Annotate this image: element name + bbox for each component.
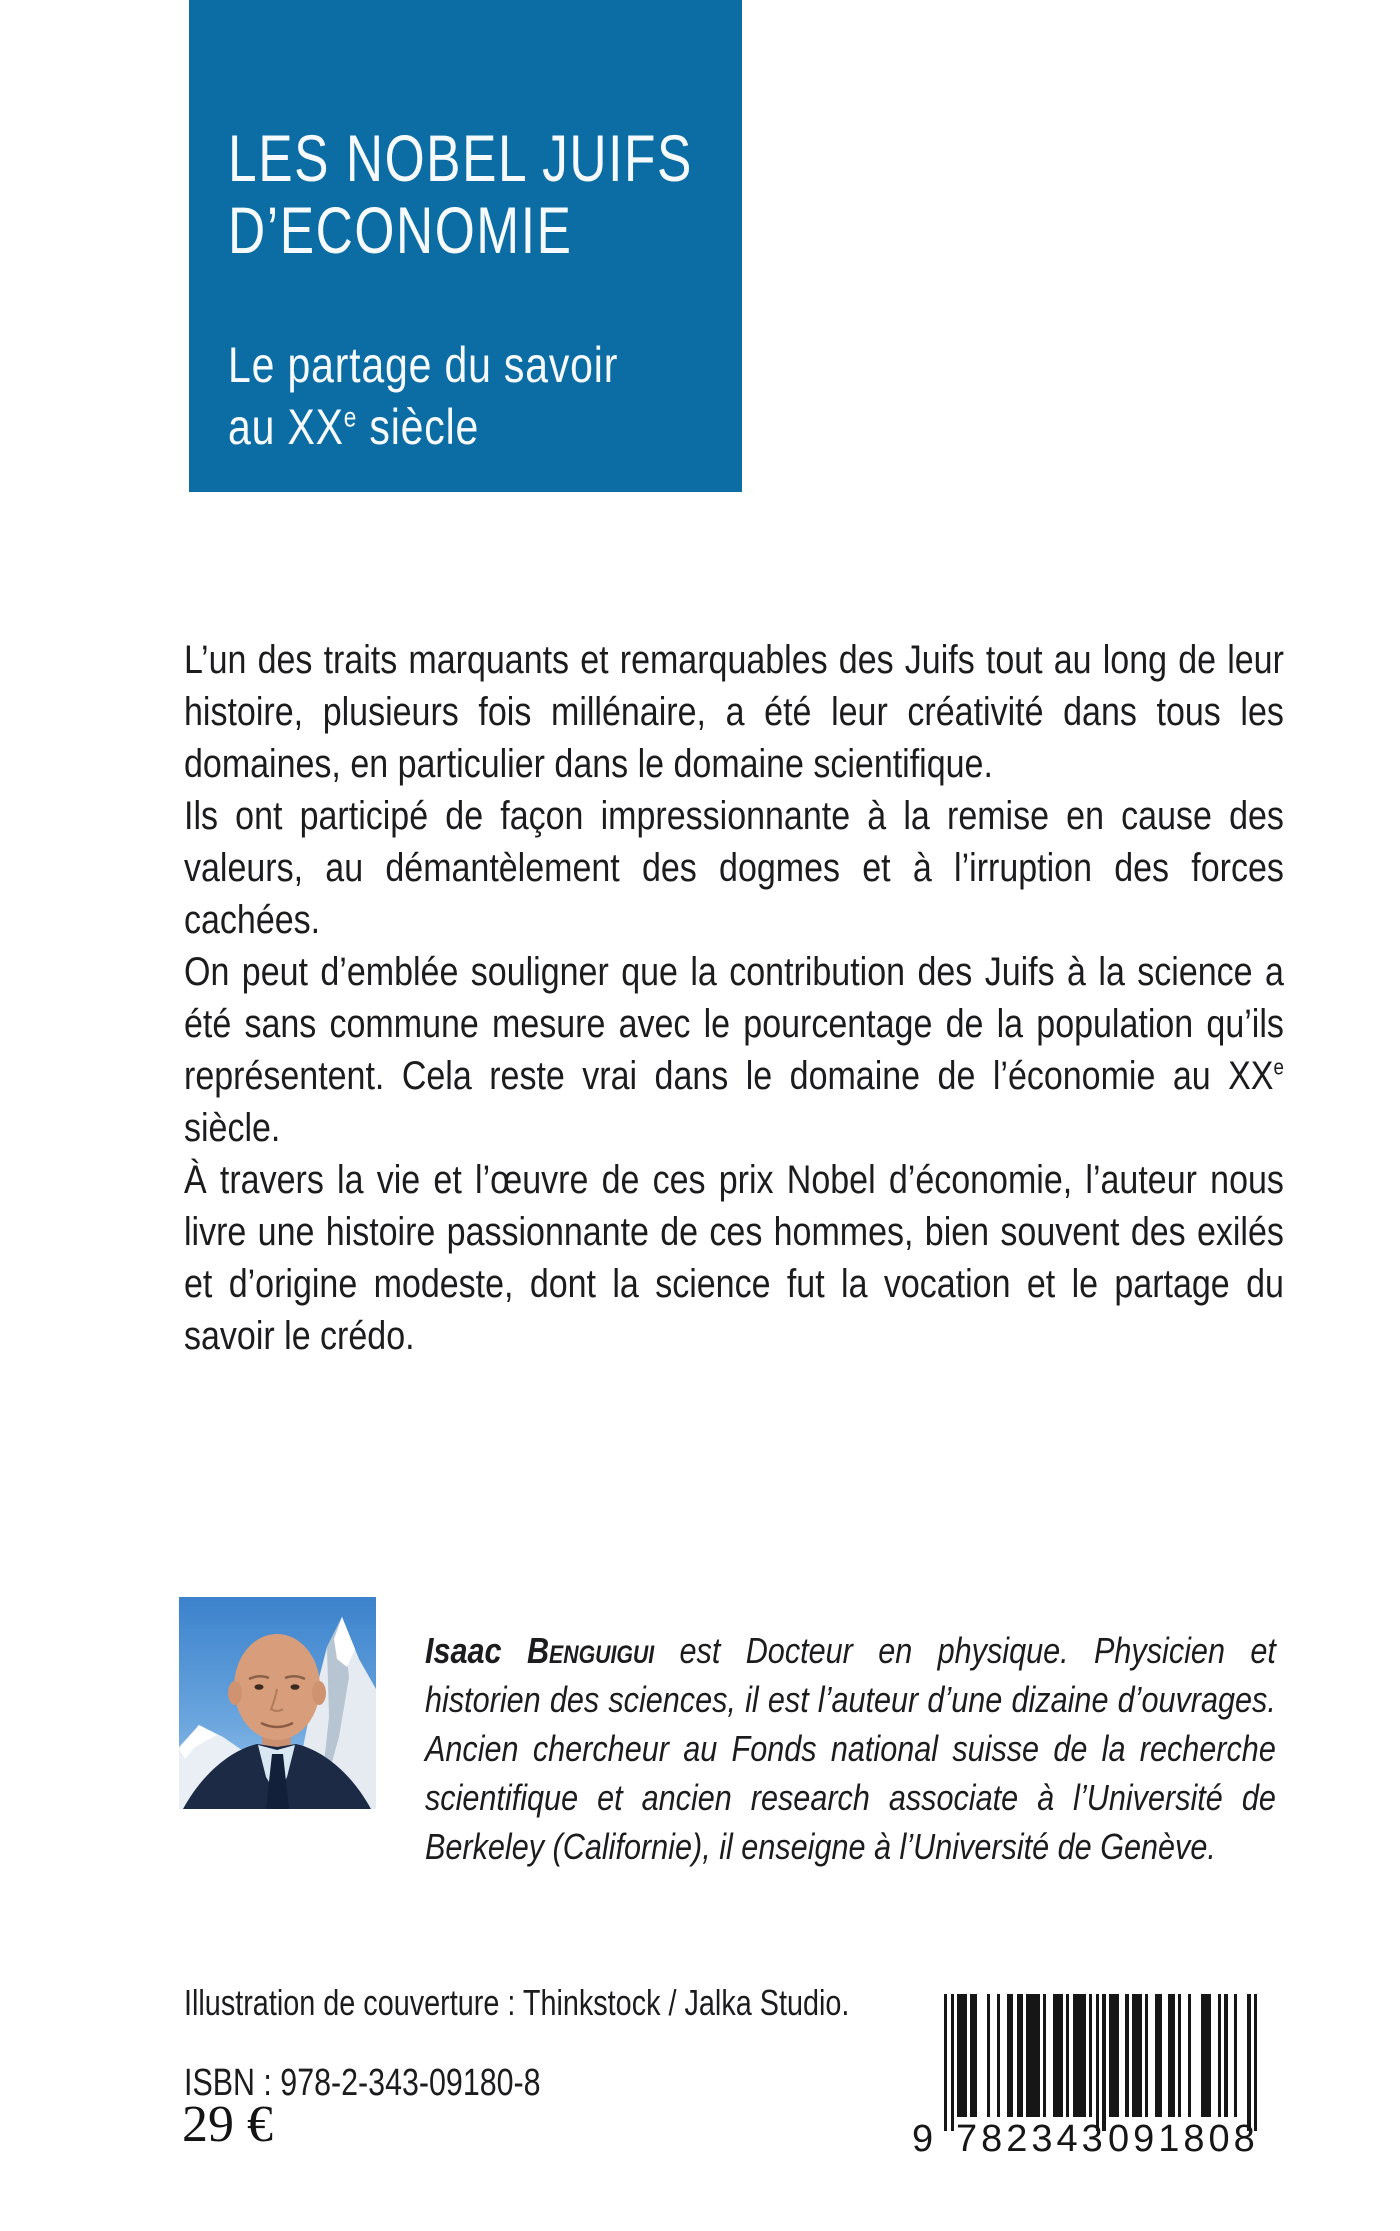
barcode-digits-group2: 091808 <box>1108 2118 1259 2160</box>
book-subtitle-line1: Le partage du savoir <box>228 337 619 393</box>
author-first-name: Isaac <box>425 1630 527 1671</box>
head <box>234 1634 320 1740</box>
eye-right <box>291 1684 300 1690</box>
blurb-paragraph-1: L’un des traits marquants et remarquables des Juifs tout au long de leur histoire, plusieurs fois millénaire, a été leur créativité dans tous les domaines, en particulier dans le domaine scientifique. <box>184 638 1284 786</box>
ear-left <box>228 1681 242 1705</box>
book-subtitle <box>228 334 618 458</box>
author-last-name: Benguigui <box>526 1630 655 1671</box>
blurb-paragraph-3-end: siècle. <box>184 1106 281 1150</box>
blurb-paragraph-2: Ils ont participé de façon impressionnante à la remise en cause des valeurs, au démantèlement des dogmes et à l’irruption des forces cachées. <box>184 794 1284 942</box>
subtitle-text: au XX <box>228 399 344 455</box>
blurb-paragraph-3 <box>184 946 1284 1154</box>
book-title-line1: LES NOBEL JUIFS <box>228 121 693 195</box>
title-panel <box>189 0 742 492</box>
book-subtitle-line2 <box>228 396 618 458</box>
author-bio-text: est Docteur en physique. Physicien et historien des sciences, il est l’auteur d’une dizaine d’ouvrages. Ancien chercheur au Fonds national suisse de la recherche scientifique et ancien research associate à l’Université de Berkeley (Californie), il enseigne à l’Université de Genève. <box>425 1630 1276 1867</box>
subtitle-text-end: siècle <box>357 399 480 455</box>
blurb-paragraph-4: À travers la vie et l’œuvre de ces prix Nobel d’économie, l’auteur nous livre une histoire passionnante de ces hommes, bien souvent des exilés et d’origine modeste, dont la science fut la vocation et le partage du savoir le crédo. <box>184 1158 1284 1358</box>
ear-right <box>312 1681 326 1705</box>
author-photo <box>179 1597 376 1809</box>
barcode-lead-digit: 9 <box>912 2118 934 2160</box>
cover-illustration-credit: Illustration de couverture : Thinkstock / Jalka Studio. <box>184 1982 850 2023</box>
back-cover-blurb <box>184 634 1284 1362</box>
book-title <box>228 122 693 266</box>
book-title-line2: D’ECONOMIE <box>228 193 573 267</box>
eye-left <box>255 1684 264 1690</box>
author-bio <box>425 1626 1276 1871</box>
barcode-digits-group1: 782343 <box>956 2118 1107 2160</box>
blurb-superscript: e <box>1273 1054 1284 1080</box>
isbn-number: ISBN : 978-2-343-09180-8 <box>184 2062 541 2104</box>
subtitle-superscript: e <box>343 401 358 433</box>
barcode-bars <box>944 1994 1257 2131</box>
price: 29 € <box>182 2096 273 2153</box>
blurb-paragraph-3-text: On peut d’emblée souligner que la contribution des Juifs à la science a été sans commune mesure avec le pourcentage de la population qu’ils représentent. Cela reste vrai dans le domaine de l’économie au XX <box>184 950 1284 1098</box>
